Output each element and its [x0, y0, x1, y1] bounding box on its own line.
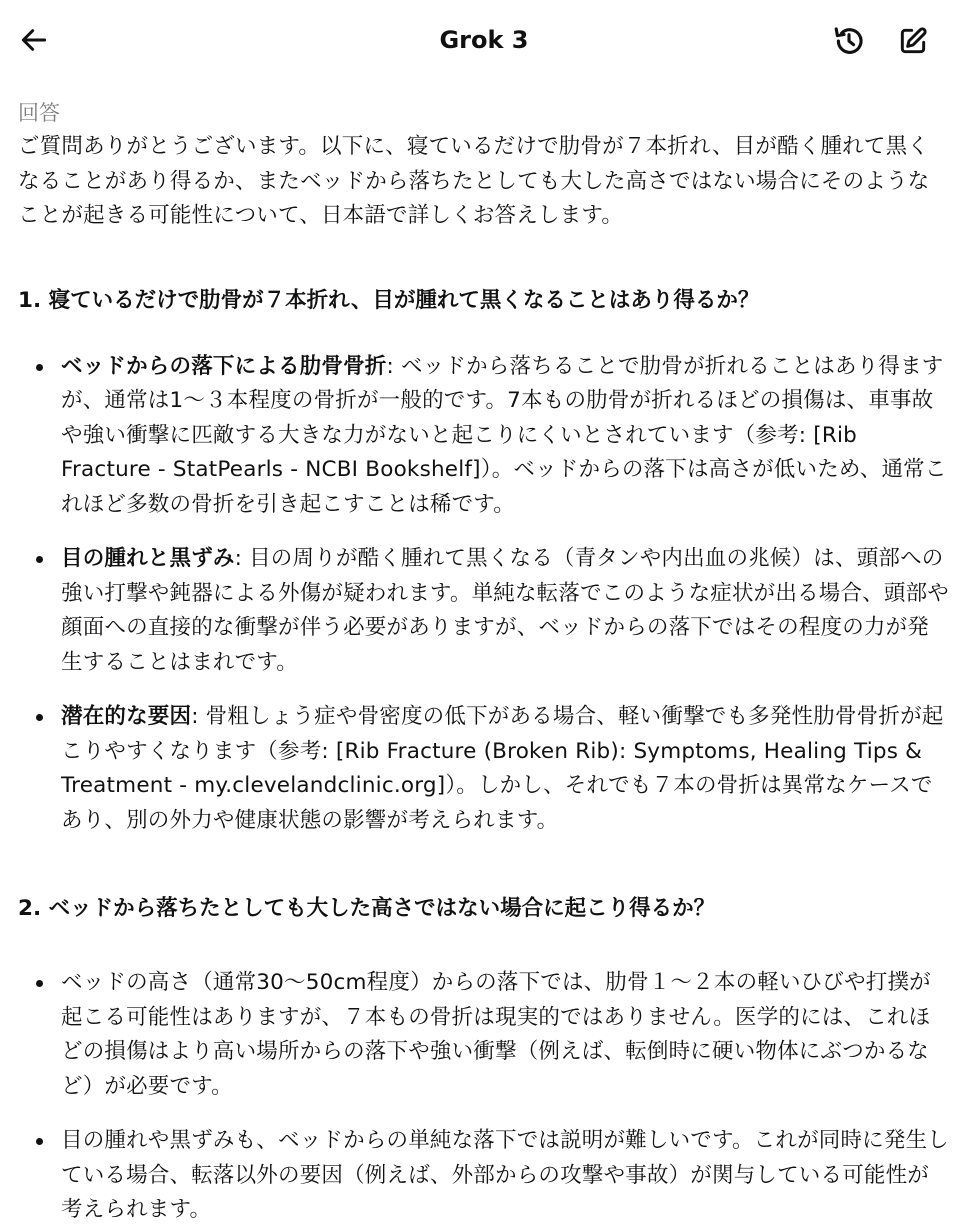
bullet-title: 潜在的な要因: [61, 704, 192, 729]
answer-intro: ご質問ありがとうございます。以下に、寝ているだけで肋骨が７本折れ、目が酷く腫れて黒くなることがあり得るか、またベッドから落ちたとしても大した高さではない場合にそのようなことが起きる可能性について、日本語で詳しくお答えします。: [18, 134, 930, 228]
new-chat-button[interactable]: [890, 18, 936, 64]
section-heading: 1. 寝ているだけで肋骨が７本折れ、目が腫れて黒くなることはあり得るか？: [18, 287, 760, 313]
list-item: [18, 700, 950, 838]
list-item: [18, 350, 950, 523]
bullet-text: : ベッドから落ちることで肋骨が折れることはあり得ますが、通常は1〜３本程度の骨折が一般的です。7本もの肋骨が折れるほどの損傷は、車事故や強い衝撃に匹敵する大きな力がないと起こりにくいとされています（参考: [Rib Fracture - StatPearls - NCBI Bookshelf]）。ベッドからの落下は高さが低いため、通常これほど多数の骨折を引き起こすことは稀です。: [61, 353, 947, 517]
answer-content: [18, 96, 950, 1228]
bullet-list: [18, 966, 950, 1228]
bullet-dot: [36, 364, 43, 371]
list-item: [18, 1124, 950, 1228]
section-heading: 2. ベッドから落ちたとしても大した高さではない場合に起こり得るか？: [18, 896, 716, 921]
answer-label: 回答: [18, 101, 60, 125]
top-bar: [0, 0, 968, 82]
bullet-dot: [36, 556, 43, 563]
bullet-text: : 目の周りが酷く腫れて黒くなる（青タンや内出血の兆候）は、頭部への強い打撃や鈍器による外傷が疑われます。単純な転落でこのような症状が出る場合、頭部や顔面への直接的な衝撃が伴う必要がありますが、ベッドからの落下ではその程度の力が発生することはまれです。: [61, 546, 949, 675]
bullet-list: [18, 350, 950, 839]
bullet-text: ベッドの高さ（通常30〜50cm程度）からの落下では、肋骨１〜２本の軽いひびや打撲が起こる可能性はありますが、７本もの骨折は現実的ではありません。医学的には、これほどの損傷はより高い場所からの落下や強い衝撃（例えば、転倒時に硬い物体にぶつかるなど）が必要です。: [61, 970, 931, 1099]
bullet-text: : 骨粗しょう症や骨密度の低下がある場合、軽い衝撃でも多発性肋骨骨折が起こりやすくなります（参考: [Rib Fracture (Broken Rib): Symptoms, Healing Tips & Treatment - my.clevelandclinic.org]）。しかし、それでも７本の骨折は異常なケースであり、別の外力や健康状態の影響が考えられます。: [61, 704, 944, 833]
bullet-text: 目の腫れや黒ずみも、ベッドからの単純な落下では説明が難しいです。これが同時に発生している場合、転落以外の要因（例えば、外部からの攻撃や事故）が関与している可能性が考えられます。: [61, 1128, 949, 1222]
bullet-dot: [36, 980, 43, 987]
bullet-dot: [36, 714, 43, 721]
edit-icon: [897, 25, 929, 57]
list-item: [18, 966, 950, 1104]
bullet-title: ベッドからの落下による肋骨骨折: [61, 353, 387, 379]
bullet-dot: [36, 1138, 43, 1145]
page-title: Grok 3: [439, 26, 529, 54]
history-button[interactable]: [826, 18, 872, 64]
bullet-title: 目の腫れと黒ずみ: [61, 546, 235, 571]
list-item: [18, 542, 950, 680]
history-icon: [832, 24, 866, 58]
